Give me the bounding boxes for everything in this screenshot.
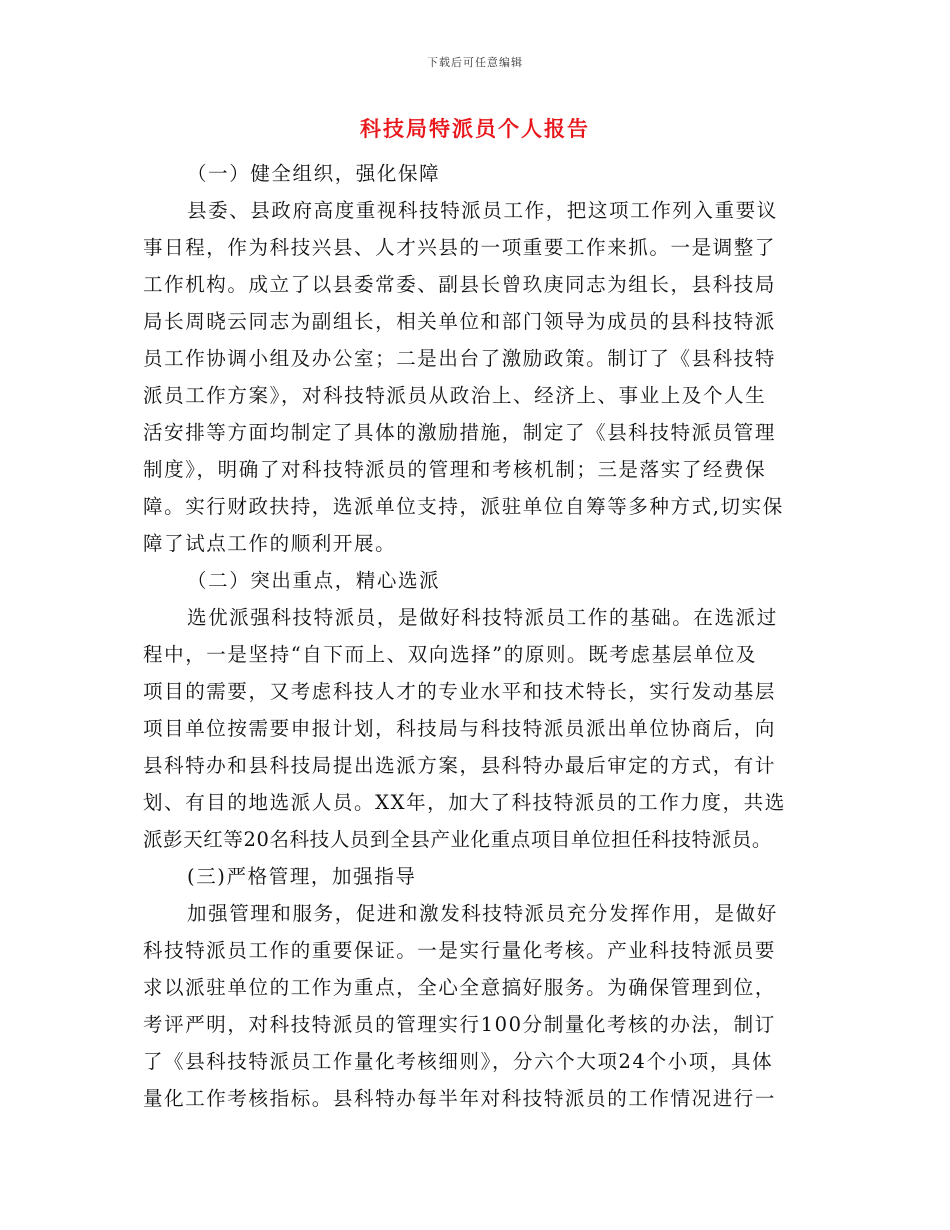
paragraph-line: 求以派驻单位的工作为重点，全心全意搞好服务。为确保管理到位， (143, 976, 777, 999)
paragraph-line: 划、有目的地选派人员。XX年，加大了科技特派员的工作力度，共选 (143, 791, 786, 814)
paragraph-line: 事日程，作为科技兴县、人才兴县的一项重要工作来抓。一是调整了 (143, 236, 777, 259)
paragraph-line: 县科特办和县科技局提出选派方案，县科特办最后审定的方式，有计 (143, 754, 777, 777)
paragraph-line: 障。实行财政扶持，选派单位支持，派驻单位自筹等多种方式,切实保 (143, 495, 784, 518)
paragraph-line: 项目的需要，又考虑科技人才的专业水平和技术特长，实行发动基层 (143, 680, 777, 703)
paragraph-line: 程中，一是坚持“自下而上、双向选择”的原则。既考虑基层单位及 (143, 643, 757, 666)
paragraph-line: 制度》，明确了对科技特派员的管理和考核机制；三是落实了经费保 (143, 458, 767, 481)
paragraph-line: 量化工作考核指标。县科特办每半年对科技特派员的工作情况进行一 (143, 1087, 777, 1110)
document-title: 科技局特派员个人报告 (360, 116, 590, 141)
section-heading-3: (三)严格管理，加强指导 (187, 865, 417, 888)
paragraph-line: 项目单位按需要申报计划，科技局与科技特派员派出单位协商后，向 (143, 717, 777, 740)
paragraph-line: 县委、县政府高度重视科技特派员工作，把这项工作列入重要议 (187, 199, 778, 222)
paragraph-line: 了《县科技特派员工作量化考核细则》，分六个大项24个小项，具体 (143, 1050, 774, 1073)
section-heading-2: （二）突出重点，精心选派 (187, 569, 441, 592)
paragraph-line: 障了试点工作的顺利开展。 (143, 532, 397, 555)
paragraph-line: 派彭天红等20名科技人员到全县产业化重点项目单位担任科技特派员。 (143, 828, 773, 851)
paragraph-line: 工作机构。成立了以县委常委、副县长曾玖庚同志为组长，县科技局 (143, 273, 777, 296)
paragraph-line: 员工作协调小组及办公室；二是出台了激励政策。制订了《县科技特 (143, 347, 777, 370)
paragraph-line: 活安排等方面均制定了具体的激励措施，制定了《县科技特派员管理 (143, 421, 777, 444)
page-header: 下载后可任意编辑 (427, 56, 523, 69)
paragraph-line: 派员工作方案》，对科技特派员从政治上、经济上、事业上及个人生 (143, 384, 767, 407)
paragraph-line: 科技特派员工作的重要保证。一是实行量化考核。产业科技特派员要 (143, 939, 777, 962)
paragraph-line: 局长周晓云同志为副组长，相关单位和部门领导为成员的县科技特派 (143, 310, 777, 333)
section-heading-1: （一）健全组织，强化保障 (187, 162, 441, 185)
paragraph-line: 选优派强科技特派员，是做好科技特派员工作的基础。在选派过 (187, 606, 778, 629)
paragraph-line: 考评严明，对科技特派员的管理实行100分制量化考核的办法，制订 (143, 1013, 776, 1036)
paragraph-line: 加强管理和服务，促进和激发科技特派员充分发挥作用，是做好 (187, 902, 778, 925)
